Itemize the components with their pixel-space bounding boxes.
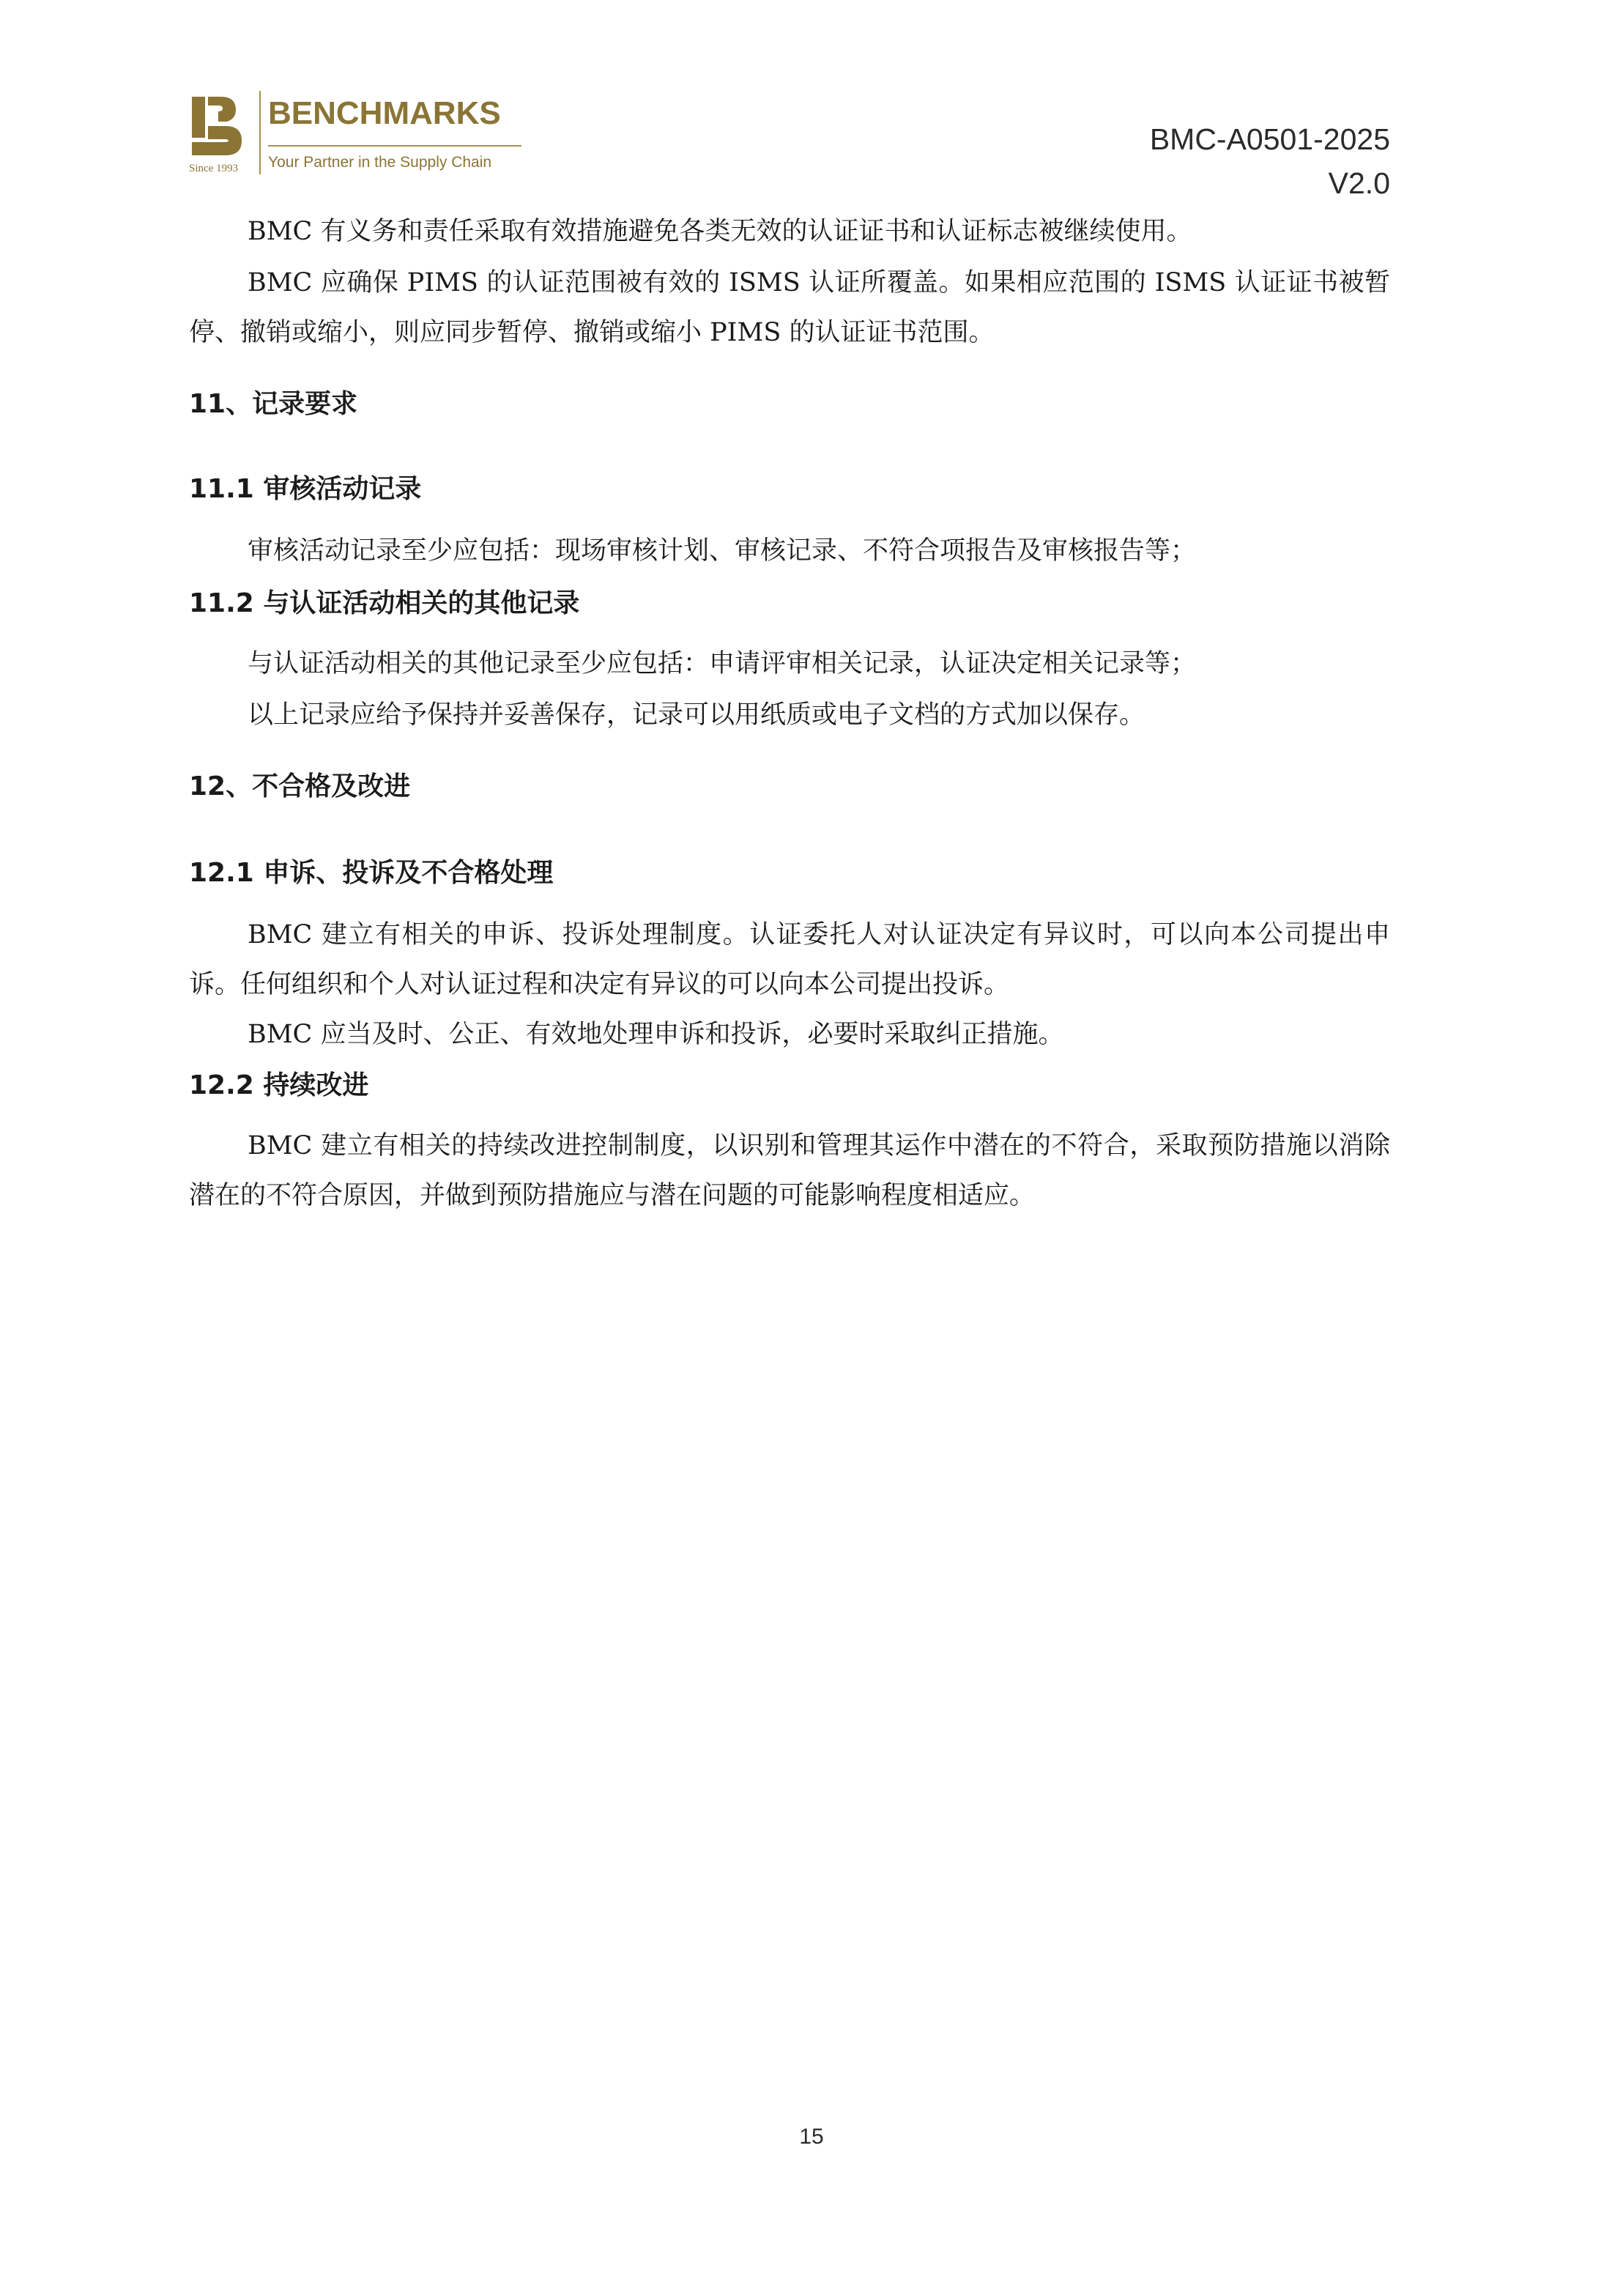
benchmarks-logo xyxy=(189,88,526,183)
paragraph-appeals-complaints: BMC 建立有相关的申诉、投诉处理制度。认证委托人对认证决定有异议时，可以向本公司提出申诉。任何组织和个人对认证过程和决定有异议的可以向本公司提出投诉。 xyxy=(189,920,1390,999)
document-code: BMC-A0501-2025 xyxy=(1149,122,1390,156)
paragraph-other-records: 与认证活动相关的其他记录至少应包括：申请评审相关记录，认证决定相关记录等； xyxy=(248,649,1197,678)
benchmarks-logo-icon xyxy=(189,94,245,157)
heading-section-11: 11、记录要求 xyxy=(189,389,358,419)
logo-tagline: Your Partner in the Supply Chain xyxy=(268,154,492,171)
heading-section-12: 12、不合格及改进 xyxy=(189,771,411,801)
logo-divider xyxy=(259,91,261,174)
paragraph-continuous-improvement: BMC 建立有相关的持续改进控制制度，以识别和管理其运作中潜在的不符合，采取预防措施以消除潜在的不符合原因，并做到预防措施应与潜在问题的可能影响程度相适应。 xyxy=(189,1131,1390,1210)
paragraph-handling-appeals: BMC 应当及时、公正、有效地处理申诉和投诉，必要时采取纠正措施。 xyxy=(248,1020,1064,1049)
page-number: 15 xyxy=(799,2125,824,2149)
document-code-block xyxy=(1150,117,1390,205)
heading-section-11-1: 11.1 审核活动记录 xyxy=(189,474,422,504)
heading-section-11-2: 11.2 与认证活动相关的其他记录 xyxy=(189,588,580,618)
paragraph-audit-records: 审核活动记录至少应包括：现场审核计划、审核记录、不符合项报告及审核报告等； xyxy=(248,536,1197,566)
document-version: V2.0 xyxy=(1328,166,1390,200)
heading-section-12-2: 12.2 持续改进 xyxy=(189,1070,369,1100)
paragraph-invalid-certificates: BMC 有义务和责任采取有效措施避免各类无效的认证证书和认证标志被继续使用。 xyxy=(248,217,1192,246)
logo-underline xyxy=(268,145,521,147)
heading-section-12-1: 12.1 申诉、投诉及不合格处理 xyxy=(189,858,554,888)
paragraph-pims-scope: BMC 应确保 PIMS 的认证范围被有效的 ISMS 认证所覆盖。如果相应范围的 ISMS 认证证书被暂停、撤销或缩小，则应同步暂停、撤销或缩小 PIMS 的认证证书范围。 xyxy=(189,268,1390,347)
logo-since-text: Since 1993 xyxy=(189,163,239,174)
logo-brand-name: BENCHMARKS xyxy=(268,95,501,131)
paragraph-records-retention: 以上记录应给予保持并妥善保存，记录可以用纸质或电子文档的方式加以保存。 xyxy=(248,700,1145,730)
